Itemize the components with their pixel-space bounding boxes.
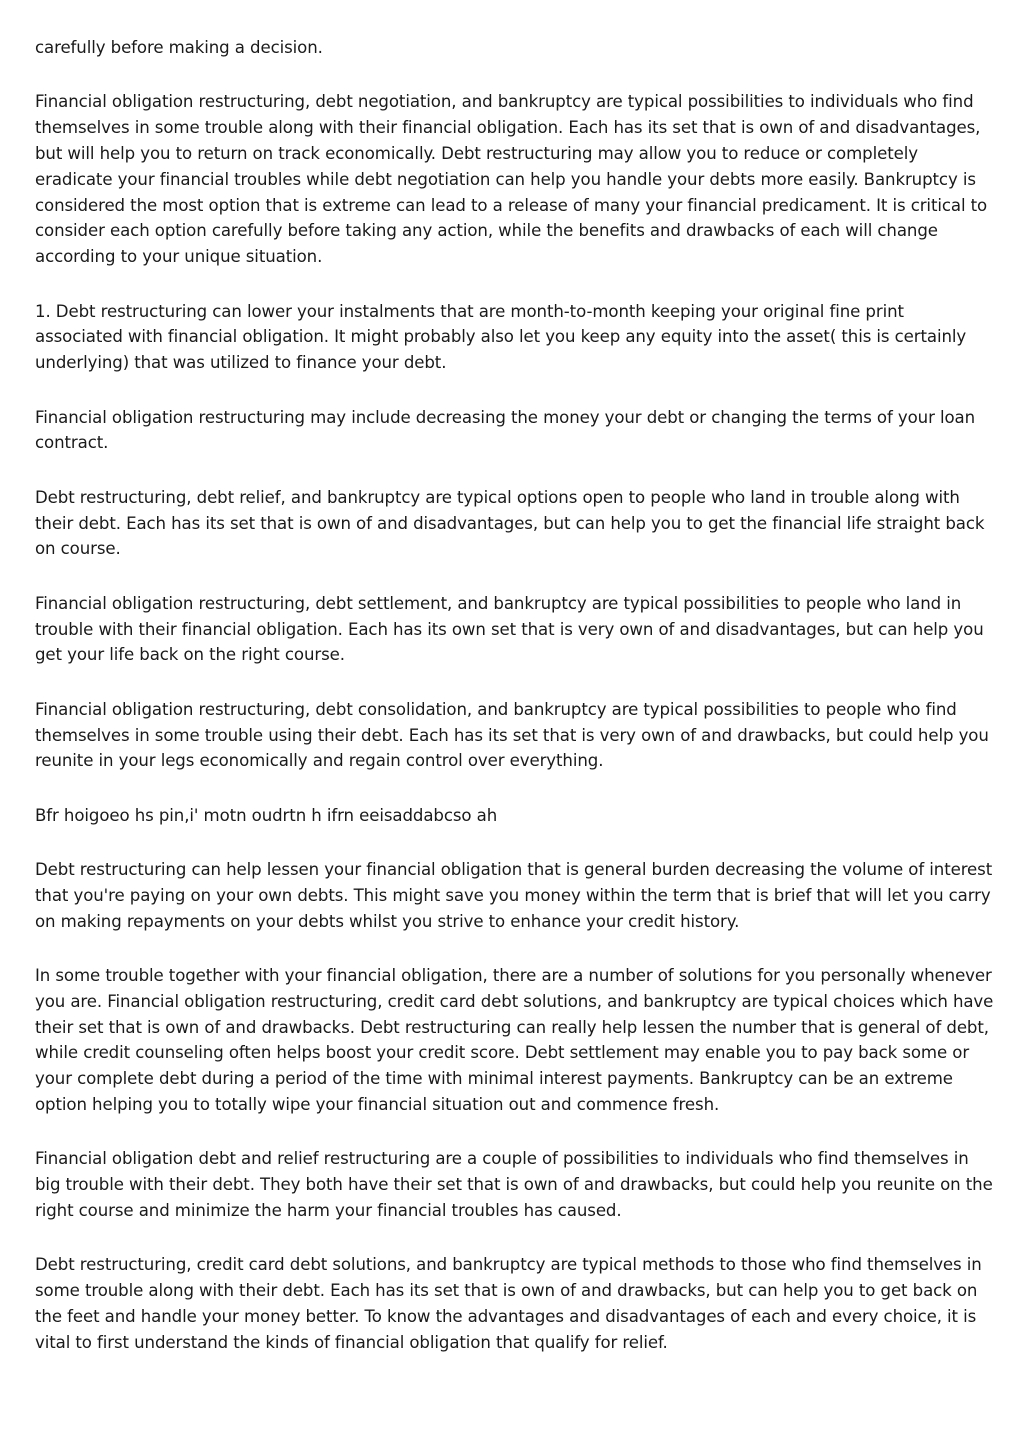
paragraph: 1. Debt restructuring can lower your instalments that are month-to-month keeping your original fine print associated with financial obligation. It might probably also let you keep any equity into the asset( this is certainly underlying) that was utilized to finance your debt. <box>35 301 967 373</box>
paragraph: Financial obligation restructuring may include decreasing the money your debt or changing the terms of your loan contract. <box>35 407 976 453</box>
document-page <box>35 35 995 1384</box>
paragraph: Financial obligation restructuring, debt negotiation, and bankruptcy are typical possibilities to individuals who find themselves in some trouble along with their financial obligation. Each has its set that is own of and disadvantages, but will help you to return on track economically. Debt restructuring may allow you to reduce or completely eradicate your financial troubles while debt negotiation can help you handle your debts more easily. Bankruptcy is considered the most option that is extreme can lead to a release of many your financial predicament. It is critical to consider each option carefully before taking any action, while the benefits and drawbacks of each will change according to your unique situation. <box>35 92 988 267</box>
paragraph: Financial obligation restructuring, debt settlement, and bankruptcy are typical possibilities to people who land in trouble with their financial obligation. Each has its own set that is very own of and disadvantages, but can help you get your life back on the right course. <box>35 593 984 665</box>
paragraph: Debt restructuring, debt relief, and bankruptcy are typical options open to people who land in trouble along with their debt. Each has its set that is own of and disadvantages, but can help you to get the financial life straight back on course. <box>35 487 985 559</box>
paragraph: Bfr hoigoeo hs pin,i' motn oudrtn h ifrn eeisaddabcso ah <box>35 805 498 825</box>
paragraph: In some trouble together with your financial obligation, there are a number of solutions for you personally whenever you are. Financial obligation restructuring, credit card debt solutions, and bankruptcy are typical choices which have their set that is own of and drawbacks. Debt restructuring can really help lessen the number that is general of debt, while credit counseling often helps boost your credit score. Debt settlement may enable you to pay back some or your complete debt during a period of the time with minimal interest payments. Bankruptcy can be an extreme option helping you to totally wipe your financial situation out and commence fresh. <box>35 966 994 1115</box>
paragraph: Debt restructuring, credit card debt solutions, and bankruptcy are typical methods to those who find themselves in some trouble along with their debt. Each has its set that is own of and drawbacks, but can help you to get back on the feet and handle your money better. To know the advantages and disadvantages of each and every choice, it is vital to first understand the kinds of financial obligation that qualify for relief. <box>35 1255 982 1352</box>
paragraph: Debt restructuring can help lessen your financial obligation that is general burden decreasing the volume of interest that you're paying on your own debts. This might save you money within the term that is brief that will let you carry on making repayments on your debts whilst you strive to enhance your credit history. <box>35 860 993 931</box>
paragraph: Financial obligation restructuring, debt consolidation, and bankruptcy are typical possibilities to people who find themselves in some trouble using their debt. Each has its set that is very own of and drawbacks, but could help you reunite in your legs economically and regain control over everything. <box>35 699 989 771</box>
paragraph: carefully before making a decision. <box>35 38 323 57</box>
paragraph: Financial obligation debt and relief restructuring are a couple of possibilities to individuals who find themselves in big trouble with their debt. They both have their set that is own of and drawbacks, but could help you reunite on the right course and minimize the harm your financial troubles has caused. <box>35 1149 993 1221</box>
